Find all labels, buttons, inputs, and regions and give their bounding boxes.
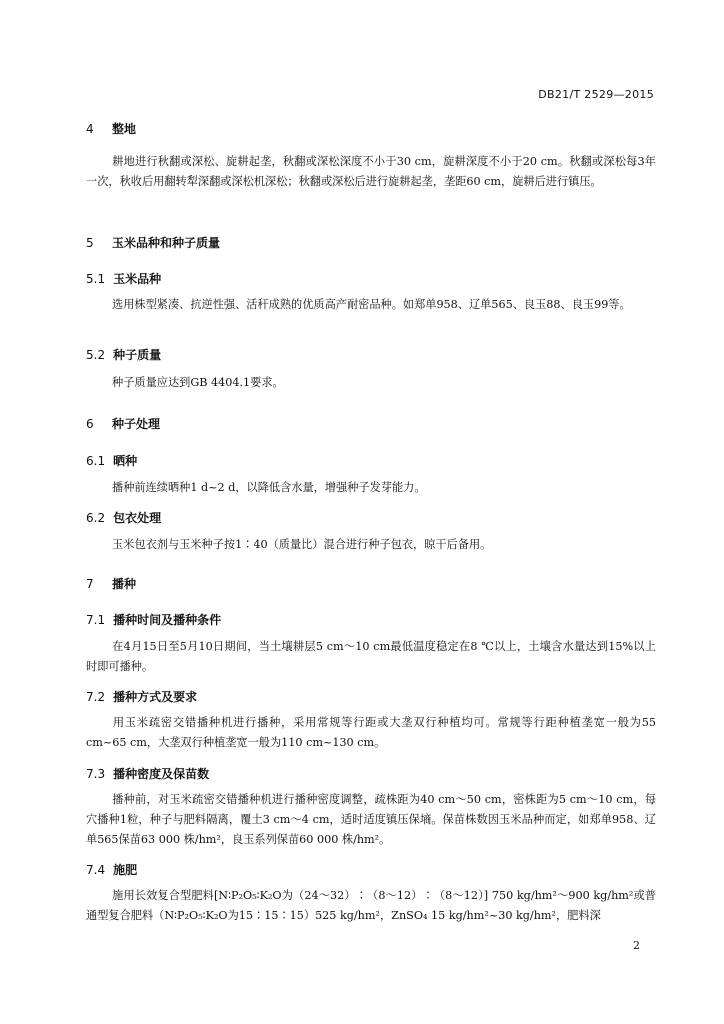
- section-heading-7-2: [86, 688, 197, 705]
- section-heading-7-4: [86, 861, 137, 878]
- section-number: 6.1: [86, 454, 106, 468]
- section-number: 7.1: [86, 613, 106, 627]
- paragraph-text: 耕地进行秋翻或深松、旋耕起垄，秋翻或深松深度不小于30 cm，旋耕深度不小于20 cm。秋翻或深松每3年一次，秋收后用翻转犁深翻或深松机深松；秋翻或深松后进行旋耕起垄，垄距60 cm，旋耕后进行镇压。: [86, 155, 656, 188]
- section-number: 4: [86, 122, 94, 136]
- paragraph-5-2: [86, 373, 656, 393]
- paragraph-5-1: [86, 295, 656, 315]
- section-number: 6: [86, 417, 94, 431]
- section-title: 播种时间及播种条件: [113, 613, 222, 627]
- section-heading-5-2: [86, 346, 161, 363]
- section-number: 5.2: [86, 348, 106, 362]
- section-title: 施肥: [113, 863, 138, 877]
- section-title: 玉米品种和种子质量: [112, 236, 221, 250]
- page-number: 2: [633, 939, 640, 952]
- section-heading-6-2: [86, 509, 161, 526]
- paragraph-text: 种子质量应达到GB 4404.1要求。: [112, 376, 284, 389]
- paragraph-text: 施用长效复合型肥料[N∶P₂O₅∶K₂O为（24～32）∶（8～12）∶（8～12）] 750 kg/hm²～900 kg/hm²或普通型复合肥料（N∶P₂O₅∶K₂O为15∶15∶15）525 kg/hm²，ZnSO₄ 15 kg/hm²~30 kg/hm²，肥料深: [86, 889, 656, 922]
- section-heading-4: [86, 120, 136, 137]
- section-title: 整地: [112, 122, 137, 136]
- section-title: 种子质量: [113, 348, 162, 362]
- paragraph-7-1: [86, 637, 656, 677]
- section-title: 玉米品种: [113, 272, 162, 286]
- section-number: 7: [86, 577, 94, 591]
- paragraph-text: 播种前，对玉米疏密交错播种机进行播种密度调整，疏株距为40 cm～50 cm，密株距为5 cm～10 cm，每穴播种1粒，种子与肥料隔离，覆土3 cm～4 cm，适时适度镇压保墒。保苗株数因玉米品种而定，如郑单958、辽单565保苗63 000 株/hm²，良玉系列保苗60 000 株/hm²。: [86, 793, 656, 846]
- paragraph-4: [86, 152, 656, 192]
- section-title: 晒种: [113, 454, 138, 468]
- section-heading-6: [86, 415, 160, 432]
- section-title: 播种方式及要求: [113, 690, 198, 704]
- section-number: 7.4: [86, 863, 106, 877]
- paragraph-7-2: [86, 713, 656, 753]
- section-heading-7: [86, 575, 136, 592]
- section-number: 5: [86, 236, 94, 250]
- section-heading-5-1: [86, 270, 161, 287]
- section-heading-5: [86, 234, 220, 251]
- section-title: 种子处理: [112, 417, 161, 431]
- paragraph-text: 播种前连续晒种1 d~2 d，以降低含水量，增强种子发芽能力。: [112, 481, 426, 494]
- paragraph-6-2: [86, 535, 656, 555]
- section-title: 播种密度及保苗数: [113, 767, 210, 781]
- section-number: 7.2: [86, 690, 106, 704]
- section-title: 播种: [112, 577, 137, 591]
- standard-code: DB21/T 2529—2015: [538, 88, 654, 101]
- section-heading-7-3: [86, 765, 209, 782]
- paragraph-7-3: [86, 790, 656, 850]
- section-heading-6-1: [86, 452, 137, 469]
- paragraph-text: 在4月15日至5月10日期间，当土壤耕层5 cm～10 cm最低温度稳定在8 ℃以上，土壤含水量达到15%以上时即可播种。: [86, 640, 656, 673]
- section-number: 7.3: [86, 767, 106, 781]
- paragraph-text: 用玉米疏密交错播种机进行播种，采用常规等行距或大垄双行种植均可。常规等行距种植垄宽一般为55 cm~65 cm，大垄双行种植垄宽一般为110 cm~130 cm。: [86, 716, 656, 749]
- section-number: 5.1: [86, 272, 106, 286]
- paragraph-text: 玉米包衣剂与玉米种子按1∶40（质量比）混合进行种子包衣，晾干后备用。: [112, 538, 492, 551]
- paragraph-7-4: [86, 886, 656, 926]
- paragraph-6-1: [86, 478, 656, 498]
- section-number: 6.2: [86, 511, 106, 525]
- paragraph-text: 选用株型紧凑、抗逆性强、活秆成熟的优质高产耐密品种。如郑单958、辽单565、良玉88、良玉99等。: [112, 298, 631, 311]
- section-heading-7-1: [86, 611, 221, 628]
- section-title: 包衣处理: [113, 511, 162, 525]
